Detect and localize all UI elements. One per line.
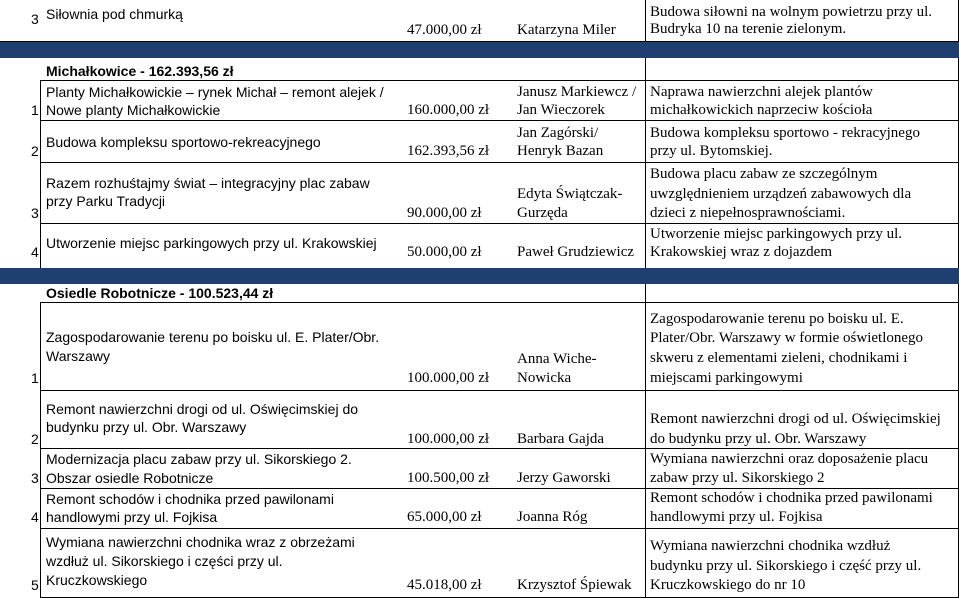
row-number: 2 xyxy=(31,143,39,159)
row-divider xyxy=(40,488,959,489)
column-divider xyxy=(645,284,646,598)
project-description-line: Naprawa nawierzchni alejek plantów xyxy=(650,84,873,100)
section-title: Osiedle Robotnicze - 100.523,44 zł xyxy=(46,285,274,301)
project-name-line: wzdłuż ul. Sikorskiego i części przy ul. xyxy=(46,553,283,569)
project-cost: 160.000,00 zł xyxy=(407,102,490,118)
project-author-line: Janusz Markiewcz / xyxy=(517,84,637,100)
project-name-line: przy Parku Tradycji xyxy=(46,193,166,209)
project-author-line: Barbara Gajda xyxy=(517,431,605,447)
project-name-line: Utworzenie miejsc parkingowych przy ul. Krakowskiej xyxy=(46,235,377,251)
project-cost: 45.018,00 zł xyxy=(407,577,482,593)
project-description-line: Remont nawierzchni drogi od ul. Oświęcimskiej xyxy=(650,411,941,427)
row-divider xyxy=(40,390,959,391)
project-name-line: Remont nawierzchni drogi od ul. Oświęcimskiej do xyxy=(46,401,359,417)
project-author: Katarzyna Miler xyxy=(517,22,616,38)
row-divider xyxy=(40,528,959,529)
project-name: Siłownia pod chmurką xyxy=(46,6,183,22)
project-author-line: Henryk Bazan xyxy=(517,143,604,159)
project-description-line: miejscami parkingowymi xyxy=(650,370,803,386)
project-name-line: Modernizacja placu zabaw przy ul. Sikorskiego 2. xyxy=(46,451,352,467)
row-number: 2 xyxy=(31,431,39,447)
project-name-line: Planty Michałkowickie – rynek Michał – remont alejek / xyxy=(46,84,384,100)
row-divider xyxy=(40,162,959,163)
section-title: Michałkowice - 162.393,56 zł xyxy=(46,63,234,79)
row-number: 3 xyxy=(31,205,39,221)
project-name-line: budynku przy ul. Obr. Warszawy xyxy=(46,419,247,435)
project-description-line: Plater/Obr. Warszawy w formie oświetlonego xyxy=(650,330,924,346)
column-divider xyxy=(645,0,646,41)
project-description-line: Remont schodów i chodnika przed pawilonami xyxy=(650,490,933,506)
row-number: 1 xyxy=(31,102,39,118)
project-description-line: Utworzenie miejsc parkingowych przy ul. xyxy=(650,226,903,242)
column-divider xyxy=(645,58,646,268)
project-cost: 100.000,00 zł xyxy=(407,431,490,447)
row-divider xyxy=(40,302,959,303)
project-cost: 100.500,00 zł xyxy=(407,470,490,486)
project-name-line: handlowymi przy ul. Fojkisa xyxy=(46,509,218,525)
project-name-line: Nowe planty Michałkowickie xyxy=(46,102,221,118)
project-name-line: Razem rozhuśtajmy świat – integracyjny plac zabaw xyxy=(46,175,370,191)
row-number: 4 xyxy=(31,244,39,260)
project-name-line: Kruczkowskiego xyxy=(46,572,148,588)
column-divider xyxy=(40,80,41,268)
project-description-line: Budowa siłowni na wolnym powietrzu przy ul. xyxy=(650,4,933,20)
project-name-line: Zagospodarowanie terenu po boisku ul. E. Plater/Obr. xyxy=(46,329,380,345)
project-name-line: Budowa kompleksu sportowo-rekreacyjnego xyxy=(46,134,321,150)
project-description-line: Krakowskiej wraz z dojazdem xyxy=(650,244,833,260)
project-description-line: uwzględnieniem urządzeń zabawowych dla xyxy=(650,186,912,202)
project-author-line: Nowicka xyxy=(517,370,572,386)
project-name-line: Warszawy xyxy=(46,348,111,364)
row-divider xyxy=(40,120,959,121)
project-description-line: Zagospodarowanie terenu po boisku ul. E. xyxy=(650,311,904,327)
row-number: 1 xyxy=(31,370,39,386)
project-name-line: Remont schodów i chodnika przed pawilonami xyxy=(46,491,334,507)
project-description-line: Wymiana nawierzchni oraz doposażenie placu xyxy=(650,451,929,467)
project-cost: 50.000,00 zł xyxy=(407,244,482,260)
project-description-line: dzieci z niepełnosprawnościami. xyxy=(650,205,846,221)
project-description-line: Budowa kompleksu sportowo - rekracyjnego xyxy=(650,125,920,141)
row-divider xyxy=(40,448,959,449)
project-cost: 47.000,00 zł xyxy=(407,22,482,38)
project-cost: 100.000,00 zł xyxy=(407,370,490,386)
project-description-line: michałkowickich naprzeciw kościoła xyxy=(650,102,873,118)
project-description-line: Wymiana nawierzchni chodnika wzdłuż xyxy=(650,538,891,554)
row-divider xyxy=(40,80,959,81)
project-description-line: budynku przy ul. Sikorskiego i część przy ul. xyxy=(650,558,922,574)
project-author-line: Krzysztof Śpiewak xyxy=(517,577,632,593)
project-description-line: przy ul. Bytomskiej. xyxy=(650,143,773,159)
project-cost: 90.000,00 zł xyxy=(407,205,482,221)
project-cost: 162.393,56 zł xyxy=(407,143,490,159)
project-name-line: Obszar osiedle Robotnicze xyxy=(46,470,214,486)
row-number: 4 xyxy=(31,509,39,525)
row-number: 5 xyxy=(31,577,39,593)
project-description-line: Kruczkowskiego do nr 10 xyxy=(650,577,806,593)
project-description-line: do budynku przy ul. Obr. Warszawy xyxy=(650,431,867,447)
project-description-line: Budryka 10 na terenie zielonym. xyxy=(650,21,847,37)
project-author-line: Gurzęda xyxy=(517,205,568,221)
project-author-line: Anna Wiche- xyxy=(517,351,597,367)
project-description-line: skweru z elementami zieleni, chodnikami i xyxy=(650,350,908,366)
section-separator-band xyxy=(0,268,959,284)
project-description-line: Budowa placu zabaw ze szczególnym xyxy=(650,166,878,182)
row-divider xyxy=(40,223,959,224)
project-name-line: Wymiana nawierzchni chodnika wraz z obrzeżami xyxy=(46,534,355,550)
project-description-line: zabaw przy ul. Sikorskiego 2 xyxy=(650,470,825,486)
row-number: 3 xyxy=(31,470,39,486)
row-number: 3 xyxy=(31,11,39,27)
project-author-line: Jerzy Gaworski xyxy=(517,470,611,486)
project-author-line: Jan Wieczorek xyxy=(517,102,605,118)
project-author-line: Jan Zagórski/ xyxy=(517,125,599,141)
section-separator-band xyxy=(0,42,959,58)
project-author-line: Joanna Róg xyxy=(517,509,588,525)
project-description-line: handlowymi przy ul. Fojkisa xyxy=(650,509,823,525)
project-author-line: Edyta Świątczak- xyxy=(517,186,623,202)
column-divider xyxy=(40,302,41,598)
project-author-line: Paweł Grudziewicz xyxy=(517,244,635,260)
project-cost: 65.000,00 zł xyxy=(407,509,482,525)
